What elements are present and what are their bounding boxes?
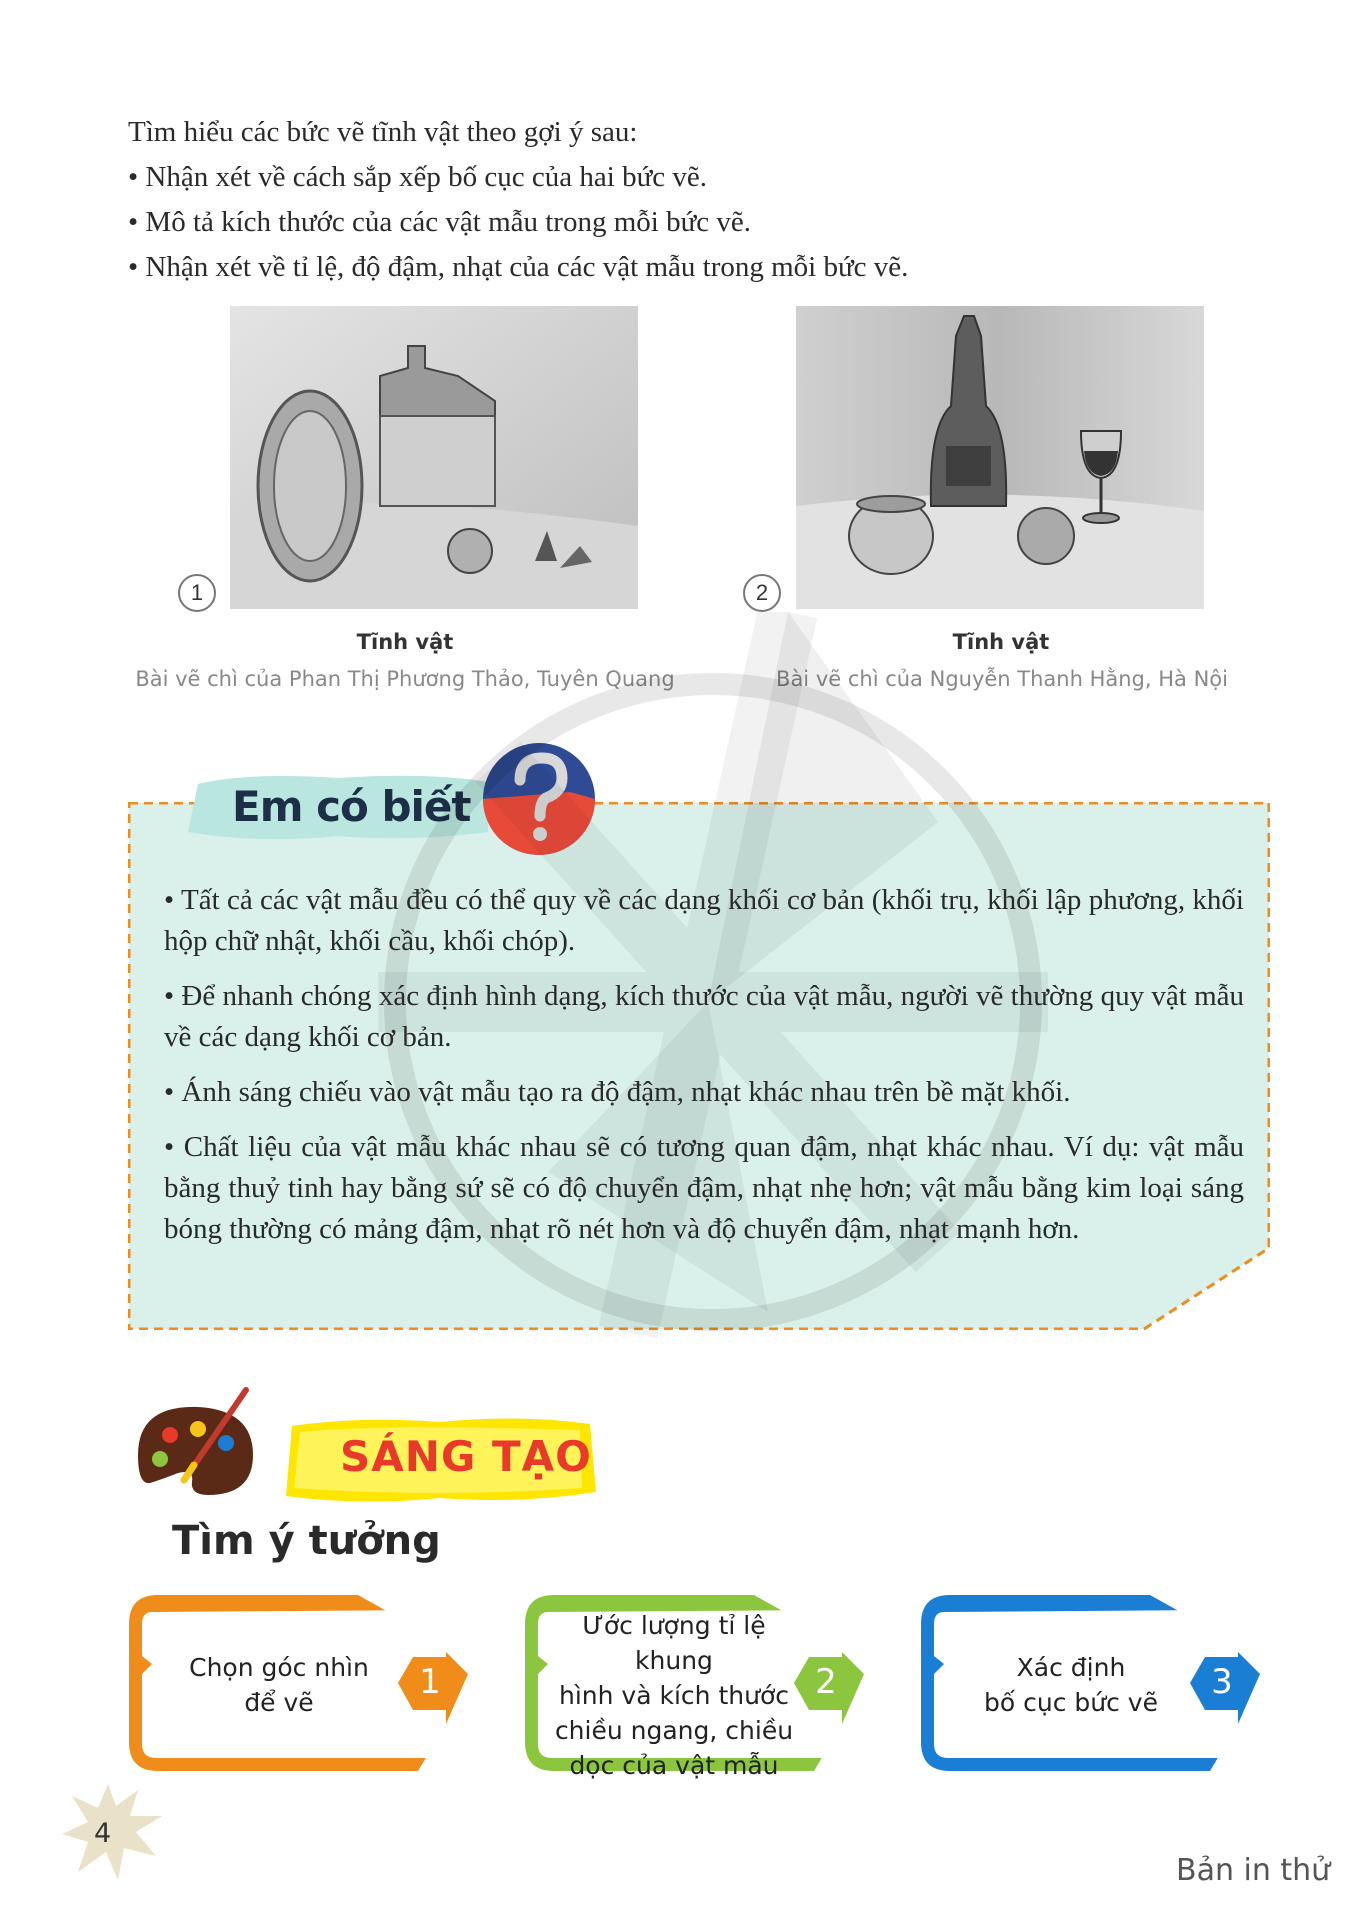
did-you-know-item: • Ánh sáng chiếu vào vật mẫu tạo ra độ đậm, nhạt khác nhau trên bề mặt khối. bbox=[164, 1076, 1071, 1108]
step-3-number: 3 bbox=[1211, 1662, 1233, 1702]
paint-palette-icon bbox=[128, 1385, 258, 1510]
question-icon bbox=[480, 740, 598, 858]
step-text-line: Ước lượng tỉ lệ khung bbox=[582, 1611, 766, 1675]
intro-bullet: • Mô tả kích thước của các vật mẫu trong mỗi bức vẽ. bbox=[128, 206, 752, 238]
intro-lead: Tìm hiểu các bức vẽ tĩnh vật theo gợi ý sau: bbox=[128, 116, 638, 148]
step-3-text bbox=[950, 1650, 1192, 1720]
step-2-number: 2 bbox=[815, 1662, 837, 1702]
did-you-know-item: • Để nhanh chóng xác định hình dạng, kích thước của vật mẫu, người vẽ thường quy vật mẫu về các dạng khối cơ bản. bbox=[164, 980, 1244, 1053]
step-1-number: 1 bbox=[419, 1662, 441, 1702]
section-label: SÁNG TẠO bbox=[340, 1432, 592, 1481]
artwork-1-title: Tĩnh vật bbox=[356, 630, 454, 654]
artwork-1-credit: Bài vẽ chì của Phan Thị Phương Thảo, Tuyên Quang bbox=[135, 667, 675, 691]
step-1-text bbox=[158, 1650, 400, 1720]
idea-step-3 bbox=[920, 1594, 1270, 1772]
step-text-line: Xác định bbox=[1016, 1653, 1126, 1682]
did-you-know-item: • Chất liệu của vật mẫu khác nhau sẽ có tương quan đậm, nhạt khác nhau. Ví dụ: vật mẫu bằng thuỷ tinh hay bằng sứ sẽ có độ chuyển đậm, nhạt nhẹ hơn; vật mẫu bằng kim loại sáng bóng thường có mảng đậm, nhạt rõ nét hơn và độ chuyển đậm, nhạt mạnh hơn. bbox=[164, 1131, 1244, 1245]
intro-bullet: • Nhận xét về cách sắp xếp bố cục của hai bức vẽ. bbox=[128, 161, 708, 193]
did-you-know-text bbox=[164, 880, 1244, 1264]
did-you-know-title: Em có biết bbox=[232, 782, 471, 831]
step-2-text bbox=[542, 1608, 806, 1783]
did-you-know-item: • Tất cả các vật mẫu đều có thể quy về các dạng khối cơ bản (khối trụ, khối lập phương, khối hộp chữ nhật, khối cầu, khối chóp). bbox=[164, 884, 1244, 957]
artwork-2-title: Tĩnh vật bbox=[952, 630, 1050, 654]
page-number-splash bbox=[58, 1776, 168, 1886]
step-text-line: hình và kích thước bbox=[559, 1681, 789, 1710]
step-text-line: Chọn góc nhìn bbox=[189, 1653, 369, 1682]
intro-bullet: • Nhận xét về tỉ lệ, độ đậm, nhạt của các vật mẫu trong mỗi bức vẽ. bbox=[128, 251, 909, 283]
artwork-1-image bbox=[230, 306, 638, 609]
artwork-2-number: 2 bbox=[743, 574, 781, 612]
artwork-1-number: 1 bbox=[178, 574, 216, 612]
artwork-2-image bbox=[796, 306, 1204, 609]
step-text-line: bố cục bức vẽ bbox=[984, 1688, 1158, 1717]
intro-text bbox=[128, 110, 1248, 290]
draft-label: Bản in thử bbox=[1176, 1853, 1331, 1888]
page-number: 4 bbox=[94, 1818, 112, 1849]
section-subheading: Tìm ý tưởng bbox=[172, 1518, 441, 1564]
step-text-line: dọc của vật mẫu bbox=[569, 1751, 779, 1780]
step-text-line: chiều ngang, chiều bbox=[554, 1716, 794, 1745]
idea-step-1 bbox=[128, 1594, 478, 1772]
idea-step-2 bbox=[524, 1594, 874, 1780]
step-text-line: để vẽ bbox=[244, 1688, 314, 1717]
artwork-2-credit: Bài vẽ chì của Nguyễn Thanh Hằng, Hà Nội bbox=[776, 667, 1228, 691]
